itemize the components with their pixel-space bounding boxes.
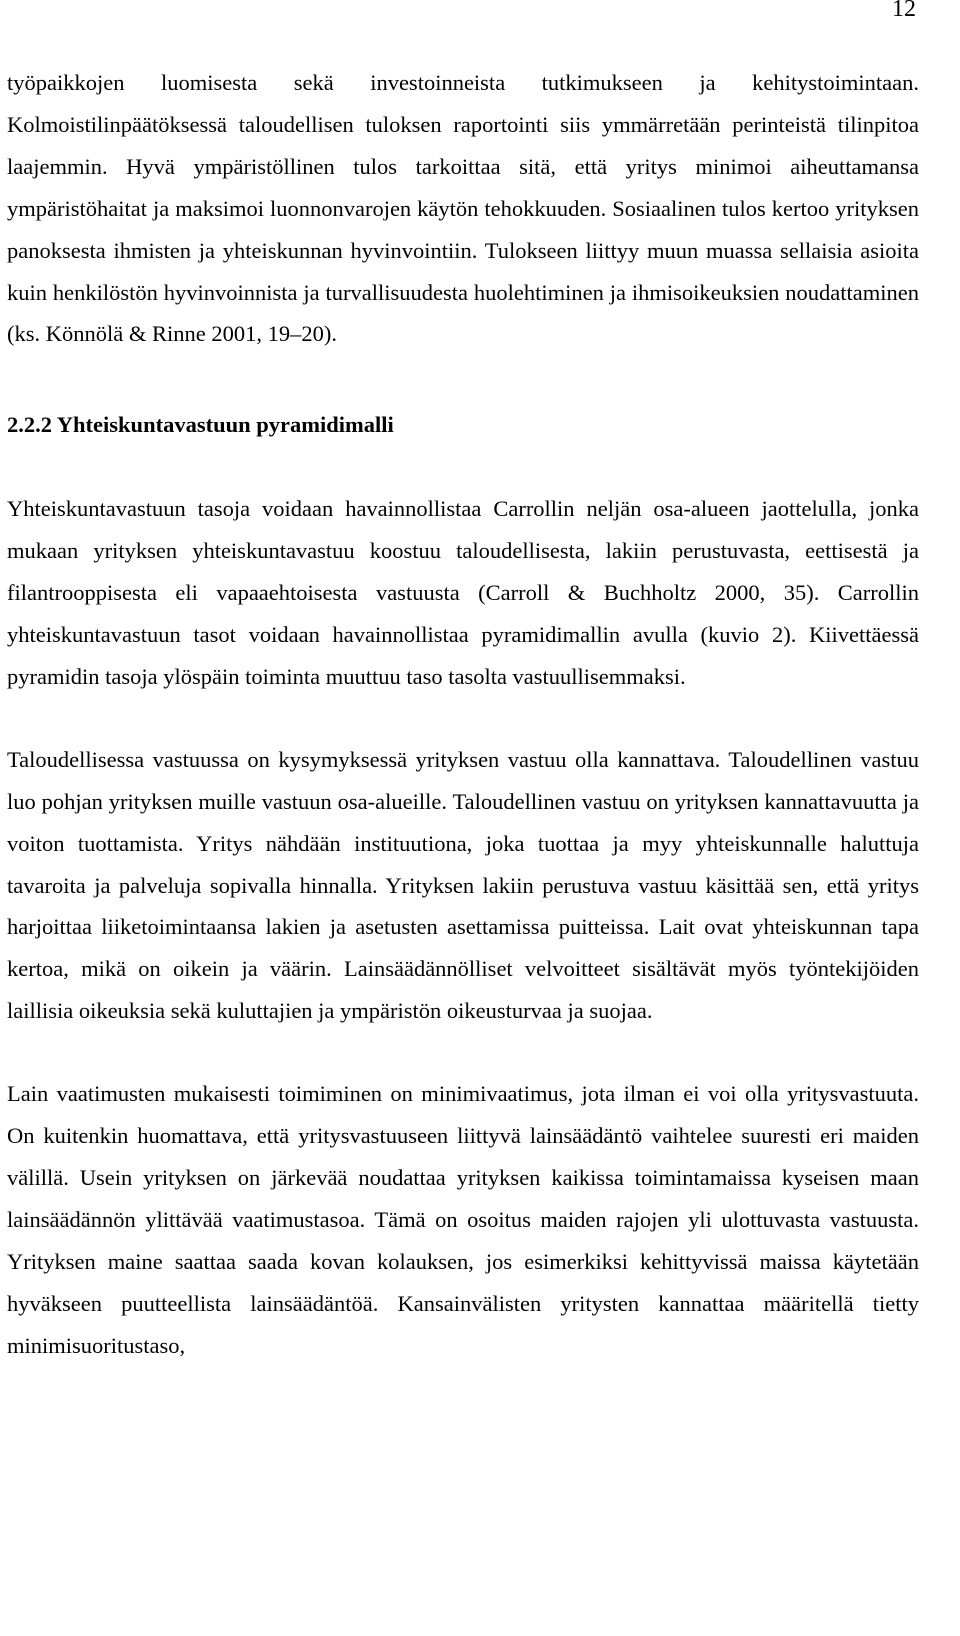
paragraph-carroll-model: Yhteiskuntavastuun tasoja voidaan havainnollistaa Carrollin neljän osa-alueen jaottelulla, jonka mukaan yrityksen yhteiskuntavastuu koostuu taloudellisesta, lakiin perustuvasta, eettisestä ja filantrooppisesta eli vapaaehtoisesta vastuusta (Carroll & Buchholtz 2000, 35). Carrollin yhteiskuntavastuun tasot voidaan havainnollistaa pyramidimallin avulla (kuvio 2). Kiivettäessä pyramidin tasoja ylöspäin toiminta muuttuu taso tasolta vastuullisemmaksi. <box>7 496 919 689</box>
paragraph-triple-bottom-line: työpaikkojen luomisesta sekä investoinneista tutkimukseen ja kehitystoimintaan. Kolmoistilinpäätöksessä taloudellisen tuloksen raportointi siis ymmärretään perinteistä tilinpitoa laajemmin. Hyvä ympäristöllinen tulos tarkoittaa sitä, että yritys minimoi aiheuttamansa ympäristöhaitat ja maksimoi luonnonvarojen käytön tehokkuuden. Sosiaalinen tulos kertoo yrityksen panoksesta ihmisten ja yhteiskunnan hyvinvointiin. Tulokseen liittyy muun muassa sellaisia asioita kuin henkilöstön hyvinvoinnista ja turvallisuudesta huolehtiminen ja ihmisoikeuksien noudattaminen (ks. Könnölä & Rinne 2001, 19–20). <box>7 70 919 347</box>
document-body <box>7 62 919 1366</box>
paragraph-legal-requirements: Lain vaatimusten mukaisesti toimiminen on minimivaatimus, jota ilman ei voi olla yritysvastuuta. On kuitenkin huomattava, että yritysvastuuseen liittyvä lainsäädäntö vaihtelee suuresti eri maiden välillä. Usein yrityksen on järkevää noudattaa yrityksen kaikissa toimintamaissa kyseisen maan lainsäädännön ylittävää vaatimustasoa. Tämä on osoitus maiden rajojen yli ulottuvasta vastuusta. Yrityksen maine saattaa saada kovan kolauksen, jos esimerkiksi kehittyvissä maissa käytetään hyväkseen puutteellista lainsäädäntöä. Kansainvälisten yritysten kannattaa määritellä tietty minimisuoritustaso, <box>7 1081 919 1358</box>
paragraph-economic-responsibility: Taloudellisessa vastuussa on kysymyksessä yrityksen vastuu olla kannattava. Taloudellinen vastuu luo pohjan yrityksen muille vastuun osa-alueille. Taloudellinen vastuu on yrityksen kannattavuutta ja voiton tuottamista. Yritys nähdään instituutiona, joka tuottaa ja myy yhteiskunnalle haluttuja tavaroita ja palveluja sopivalla hinnalla. Yrityksen lakiin perustuva vastuu käsittää sen, että yritys harjoittaa liiketoimintaansa lakien ja asetusten asettamissa puitteissa. Lait ovat yhteiskunnan tapa kertoa, mikä on oikein ja väärin. Lainsäädännölliset velvoitteet sisältävät myös työntekijöiden laillisia oikeuksia sekä kuluttajien ja ympäristön oikeusturvaa ja suojaa. <box>7 746 919 1024</box>
section-heading: 2.2.2 Yhteiskuntavastuun pyramidimalli <box>7 412 394 438</box>
page-number: 12 <box>892 0 916 22</box>
